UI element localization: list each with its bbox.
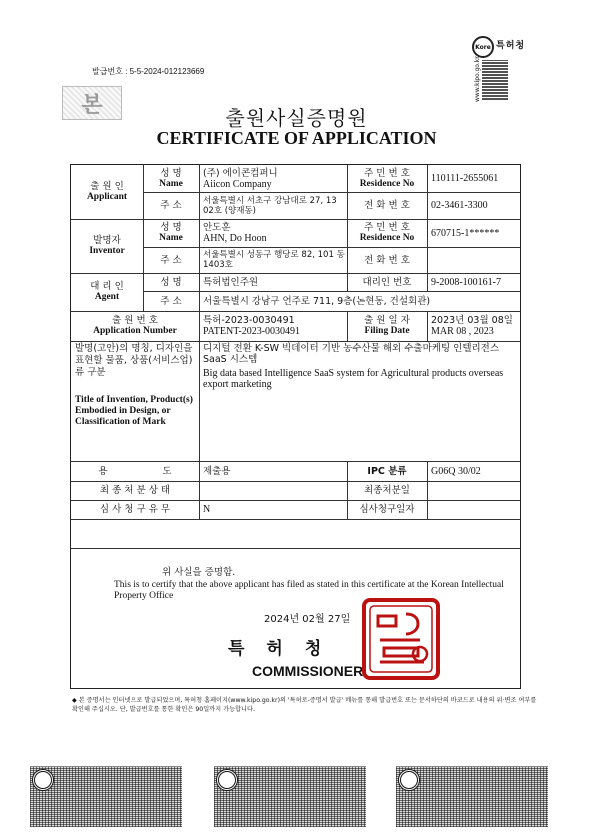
applicant-name — [203, 165, 345, 192]
barcode-marker-icon — [216, 769, 238, 791]
agent-name: 특허법인주원 — [203, 276, 259, 288]
applicant-label — [71, 165, 143, 219]
applicant-phone: 02-3461-3300 — [431, 200, 488, 211]
filing-date — [431, 311, 521, 341]
agent-label — [71, 273, 143, 311]
filing-date-label-en: Filing Date — [364, 326, 410, 336]
filing-date-ko: 2023년 03월 08일 — [431, 315, 513, 326]
invention-label-ko: 발명(고안)의 명칭, 디자인을 표현할 물품, 상품(서비스업)류 구분 — [75, 343, 193, 378]
inventor-phone-label: 전 화 번 호 — [364, 254, 410, 266]
applicant-name-ko: (주) 에이콘컴퍼니 — [203, 167, 278, 179]
ipc-label: IPC 분류 — [367, 465, 407, 477]
app-no-label-en: Application Number — [93, 326, 177, 336]
applicant-addr-label: 주 소 — [160, 200, 182, 211]
invention-title — [203, 343, 519, 403]
final-date — [431, 481, 521, 500]
inventor-phone — [431, 247, 521, 273]
app-no-label-ko: 출 원 번 호 — [112, 315, 158, 326]
applicant-phone-label: 전 화 번 호 — [364, 200, 410, 211]
app-no-ko: 특허-2023-0030491 — [203, 315, 295, 326]
inventor-name — [203, 219, 345, 247]
applicant-label-en: Applicant — [86, 192, 128, 202]
inventor-label-en: Inventor — [89, 246, 125, 256]
title-korean: 출원사실증명원 — [225, 106, 368, 130]
inventor-res-label-en: Residence No — [359, 233, 415, 243]
kipo-logo — [472, 36, 564, 102]
app-no — [203, 311, 345, 341]
applicant-label-ko: 출 원 인 — [90, 181, 124, 192]
purpose-label — [71, 461, 199, 481]
inventor-res-no: 670715-1****** — [431, 227, 500, 239]
inventor-address: 서울특별시 성동구 행당로 82, 101 동 1403호 — [203, 250, 345, 270]
inventor-name-en: AHN, Do Hoon — [203, 233, 267, 244]
agent-address: 서울특별시 강남구 언주로 711, 9층(논현동, 건설회관) — [203, 295, 431, 307]
certify-en: This is to certify that the above applicant has filed as stated in this certificate at the Korean Intellectual Property Office — [114, 580, 504, 601]
inventor-name-label-ko: 성 명 — [160, 222, 182, 233]
barcode-marker-icon — [32, 769, 54, 791]
final-status — [203, 481, 345, 500]
original-stamp: 본 — [62, 86, 122, 120]
exam-req-label: 심 사 청 구 유 무 — [99, 504, 171, 515]
kipo-url: www.kipo.go.kr — [474, 56, 481, 102]
issue-number: 발급번호 : 5-5-2024-012123669 — [92, 67, 205, 76]
agent-name-label: 성 명 — [160, 276, 182, 288]
applicant-res-label-ko: 주 민 번 호 — [364, 167, 410, 179]
applicant-name-en: Aiicon Company — [203, 178, 272, 190]
exam-date-label: 심사청구일자 — [359, 504, 415, 515]
final-date-label: 최종처분일 — [364, 485, 410, 496]
invention-title-en: Big data based Intelligence SaaS system for Agricultural products overseas export marketing — [203, 368, 504, 390]
barcode-3 — [396, 766, 548, 827]
invention-label-en: Title of Invention, Product(s) Embodied in Design, or Classification of Mark — [75, 395, 193, 427]
footer-note: ◆ 본 증명서는 인터넷으로 발급되었으며, 특허청 홈페이지(www.kipo.go.kr)의 '특허로-증명서 발급' 메뉴를 통해 발급번호 또는 문서하단의 바코드로 내용의 위·변조 여부를 확인해 주십시오. 단, 발급번호를 통한 확인은 90일까지 가능합니다. — [72, 697, 537, 713]
agent-no: 9-2008-100161-7 — [431, 276, 501, 288]
applicant-name-label — [143, 165, 199, 192]
inventor-name-label-en: Name — [159, 233, 183, 243]
inventor-name-ko: 안도훈 — [203, 222, 231, 233]
official-seal-icon — [360, 596, 442, 682]
applicant-res-label — [347, 165, 427, 192]
applicant-name-label-en: Name — [159, 178, 183, 189]
barcode-1 — [30, 766, 182, 827]
applicant-res-no: 110111-2655061 — [431, 173, 499, 184]
issue-date: 2024년 02월 27일 — [264, 614, 351, 625]
invention-label — [75, 343, 197, 459]
inventor-res-label — [347, 219, 427, 247]
applicant-name-label-ko: 성 명 — [160, 167, 182, 179]
app-no-en: PATENT-2023-0030491 — [203, 326, 301, 337]
agent-addr-label: 주 소 — [160, 295, 182, 307]
inventor-label-ko: 발명자 — [93, 235, 121, 246]
filing-date-label — [347, 311, 427, 341]
applicant-address: 서울특별시 서초구 강남대로 27, 13 02호 (양재동) — [203, 195, 337, 216]
kipo-name: 특허청 — [496, 41, 526, 51]
ipc: G06Q 30/02 — [431, 465, 481, 477]
agent-label-en: Agent — [94, 292, 120, 302]
inventor-label — [71, 219, 143, 273]
applicant-res-label-en: Residence No — [359, 178, 415, 189]
exam-date — [431, 500, 521, 519]
commissioner: COMMISSIONER — [252, 663, 364, 679]
invention-title-ko: 디지털 전환 K-SW 빅데이터 기반 농수산물 해외 수출마케팅 인텔리전스 SaaS 시스템 — [203, 343, 500, 365]
filing-date-label-ko: 출 원 일 자 — [364, 315, 410, 326]
exam-req: N — [203, 504, 211, 515]
agent-no-label: 대리인 번호 — [362, 276, 412, 288]
inventor-name-label — [143, 219, 199, 247]
kipo-badge: Kore — [472, 36, 494, 58]
qr-code-icon — [482, 60, 508, 100]
final-status-label: 최 종 처 분 상 태 — [99, 485, 171, 496]
inventor-addr-label: 주 소 — [160, 254, 182, 266]
office-name: 특허청 — [228, 639, 344, 659]
title-english: CERTIFICATE OF APPLICATION — [156, 128, 437, 148]
purpose-label-1: 용 — [98, 465, 108, 477]
barcode-2 — [214, 766, 366, 827]
filing-date-en: MAR 08 , 2023 — [431, 326, 494, 337]
inventor-res-label-ko: 주 민 번 호 — [364, 222, 410, 233]
purpose-label-2: 도 — [162, 465, 172, 477]
barcode-marker-icon — [398, 769, 420, 791]
certify-ko: 위 사실을 증명함. — [162, 567, 236, 578]
purpose: 제출용 — [203, 465, 231, 477]
agent-label-ko: 대 리 인 — [90, 281, 124, 292]
app-no-label — [71, 311, 199, 341]
